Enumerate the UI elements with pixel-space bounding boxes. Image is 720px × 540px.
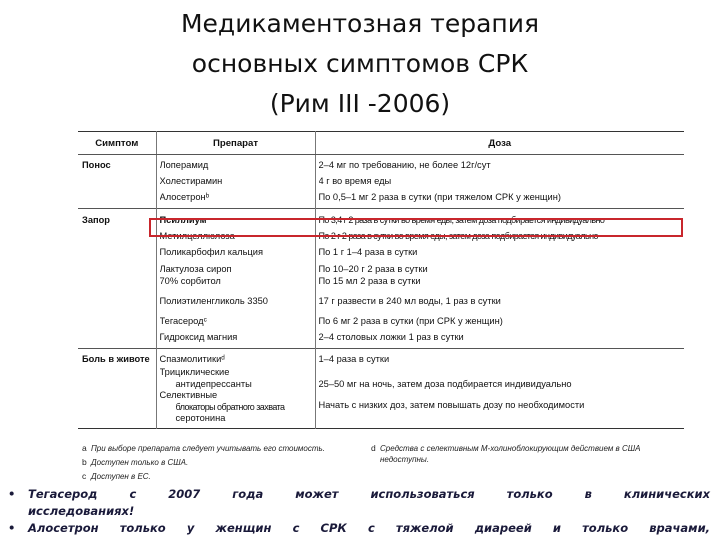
table-row-diarrhea — [78, 155, 684, 209]
header-drug: Препарат — [156, 132, 315, 155]
bullet-marker: • — [8, 521, 16, 535]
footnote-a: a При выборе препарата следует учитывать его стоимость. — [82, 443, 325, 453]
symptom-cell: Понос — [78, 155, 156, 209]
symptom-cell: Запор — [78, 209, 156, 349]
footnote-c: c Доступен в ЕС. — [82, 471, 151, 481]
drug-cell: Псиллиум Метилцеллюлоза Поликарбофил кальция Лактулоза сироп 70% сорбитол Полиэтиленгликоль 3350 Тегасеродᶜ Гидроксид магния — [156, 209, 315, 349]
symptom-cell: Боль в животе — [78, 349, 156, 429]
bullet-marker: • — [8, 487, 16, 501]
dose-cell: По 3,4 г 2 раза в сутки во время еды, затем доза подбирается индивидуально По 2 г 2 раза в сутки во время еды, затем доза подбирается индивидуально По 1 г 1–4 раза в сутки По 10–20 г 2 раза в сутки По 15 мл 2 раза в сутки 17 г развести в 240 мл воды, 1 раз в сутки По 6 мг 2 раза в сутки (при СРК у женщин) 2–4 столовых ложки 1 раз в сутки — [315, 209, 684, 349]
psyllium-highlight-frame — [149, 218, 683, 237]
slide-title — [0, 4, 720, 124]
title-line-2: основных симптомов СРК — [191, 49, 529, 78]
drug-cell: Лоперамид Холестирамин Алосетронᵇ — [156, 155, 315, 209]
header-symptom: Симптом — [78, 132, 156, 155]
header-dose: Доза — [315, 132, 684, 155]
note-tegaserod: • Тегасерод с 2007 года может использоваться только в клинических — [8, 487, 710, 501]
note-alosetron: • Алосетрон только у женщин с СРК с тяжелой диареей и только врачами, — [8, 521, 710, 535]
footnote-d: d Средства с селективным М-холиноблокирующим действием в США недоступны. — [371, 443, 641, 464]
table-header-row — [78, 132, 684, 155]
table-row-abdominal-pain — [78, 349, 684, 429]
dose-cell: 1–4 раза в сутки 25–50 мг на ночь, затем доза подбирается индивидуально Начать с низких доз, затем повышать дозу по необходимости — [315, 349, 684, 429]
title-line-1: Медикаментозная терапия — [180, 9, 540, 38]
footnote-b: b Доступен только в США. — [82, 457, 189, 467]
drug-table — [78, 131, 684, 429]
title-line-3: (Рим III -2006) — [269, 89, 451, 118]
notes-list — [6, 486, 710, 537]
drug-cell: Спазмолитикиᵈ Трициклические антидепрессанты Селективные блокаторы обратного захвата серотонина — [156, 349, 315, 429]
note-tegaserod-cont: исследованиях! — [28, 504, 135, 518]
dose-cell: 2–4 мг по требованию, не более 12г/сут 4 г во время еды По 0,5–1 мг 2 раза в сутки (при тяжелом СРК у женщин) — [315, 155, 684, 209]
